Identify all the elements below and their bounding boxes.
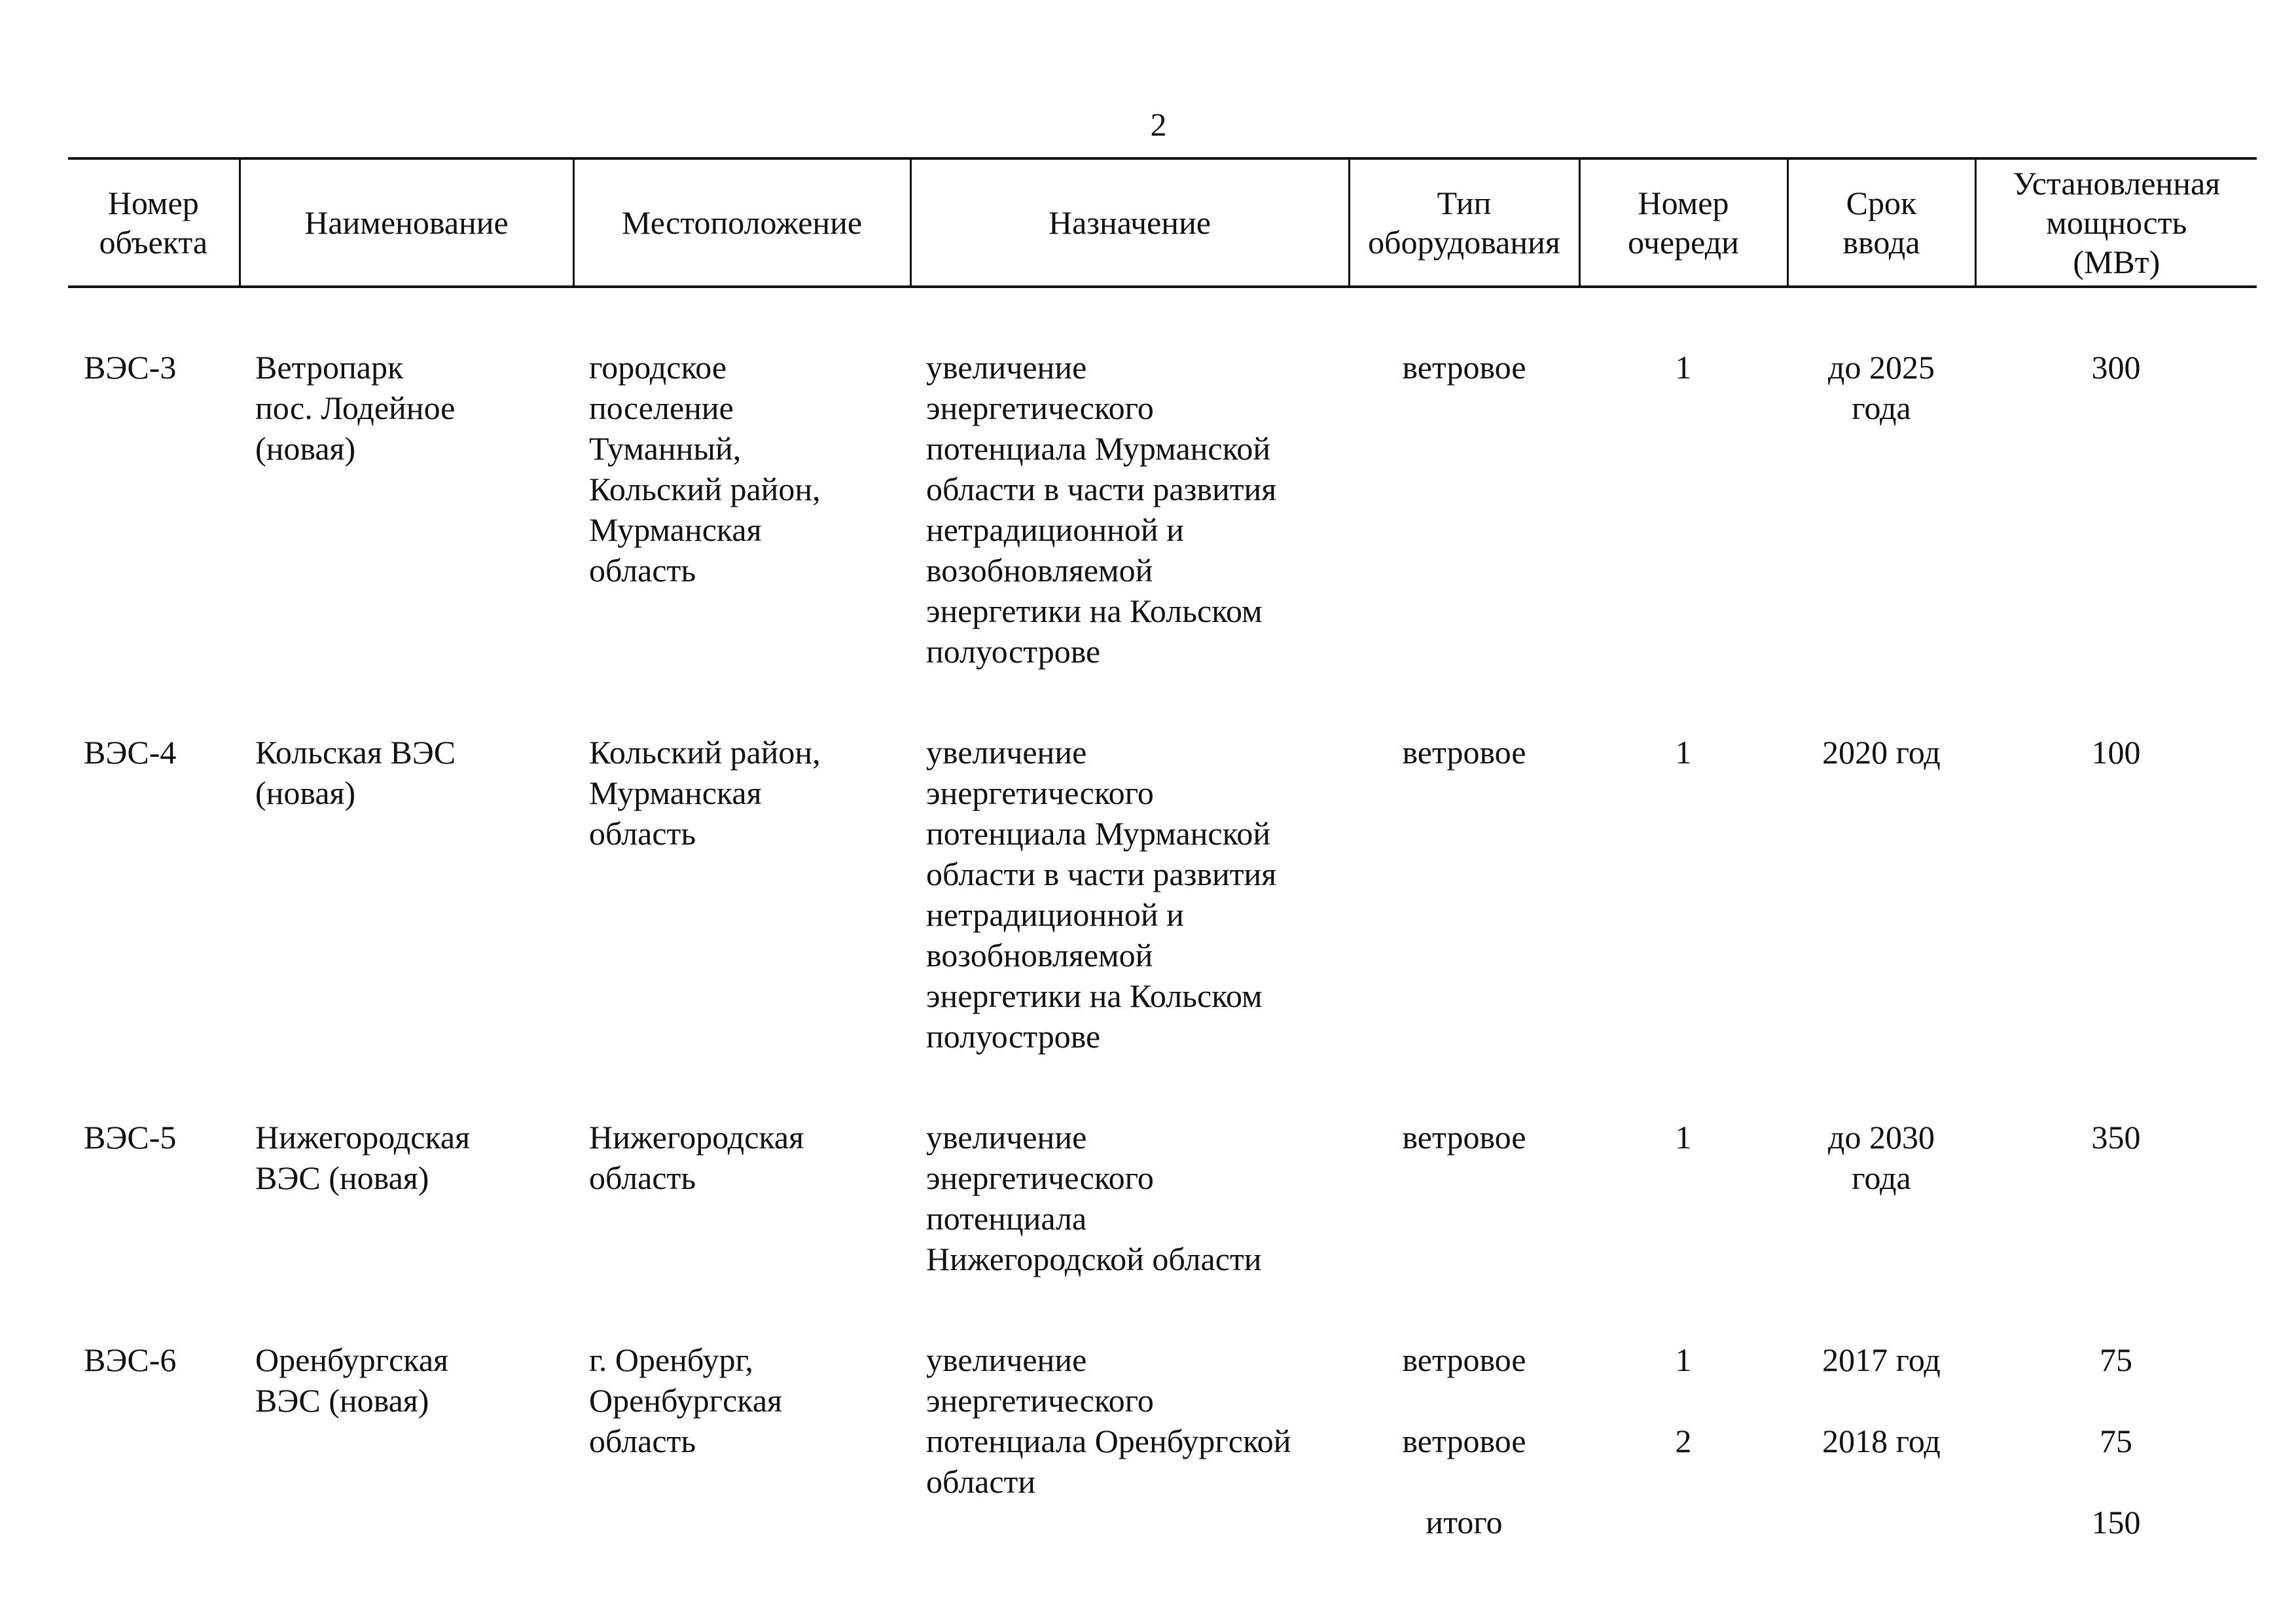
cell-equipment: ветровое [1402, 734, 1526, 771]
cell-term [1787, 1279, 1975, 1542]
total-capacity: 150 [2091, 1504, 2141, 1541]
term-stage-1: 2017 год [1822, 1341, 1941, 1378]
header-term: Срок ввода [1787, 158, 1975, 287]
cell-purpose: увеличение энергетического потенциала Мурманской области в части развития нетрадиционной и возобновляемой энергетики на Кольском полуострове [926, 349, 1277, 670]
cell-stage: 1 [1675, 1119, 1692, 1156]
page-number: 2 [1150, 106, 1167, 143]
cell-stage: 1 [1675, 349, 1692, 386]
table-row [68, 1057, 2257, 1279]
equipment-stage-1: ветровое [1402, 1341, 1526, 1378]
cell-purpose: увеличение энергетического потенциала Оренбургской области [926, 1341, 1291, 1500]
cell-term: до 2025 года [1828, 349, 1935, 426]
table-row [68, 1279, 2257, 1542]
cell-number: ВЭС-5 [84, 1119, 177, 1156]
cell-capacity: 300 [2091, 349, 2141, 386]
cell-number: ВЭС-3 [84, 349, 177, 386]
cell-name: Ветропарк пос. Лодейное (новая) [255, 349, 456, 467]
cell-capacity [1975, 1279, 2257, 1542]
cell-name: Нижегородская ВЭС (новая) [255, 1119, 471, 1196]
cell-name: Оренбургская ВЭС (новая) [255, 1341, 449, 1419]
cell-equipment [1349, 1279, 1579, 1542]
total-label: итого [1426, 1504, 1503, 1541]
cell-capacity: 100 [2091, 734, 2141, 771]
cell-location: Нижегородская область [589, 1119, 804, 1196]
header-row [68, 158, 2257, 287]
cell-location: городское поселение Туманный, Кольский район, Мурманская область [589, 349, 821, 589]
cell-equipment: ветровое [1402, 349, 1526, 386]
header-location: Местоположение [573, 158, 910, 287]
term-stage-2: 2018 год [1822, 1423, 1941, 1459]
header-name: Наименование [240, 158, 573, 287]
cell-stage [1579, 1279, 1787, 1542]
equipment-stage-2: ветровое [1402, 1423, 1526, 1459]
table-row [68, 287, 2257, 672]
capacity-stage-1: 75 [2100, 1341, 2132, 1378]
header-purpose: Назначение [910, 158, 1349, 287]
header-equipment: Тип оборудования [1349, 158, 1579, 287]
cell-purpose: увеличение энергетического потенциала Нижегородской области [926, 1119, 1262, 1277]
cell-capacity: 350 [2091, 1119, 2141, 1156]
cell-purpose: увеличение энергетического потенциала Мурманской области в части развития нетрадиционной и возобновляемой энергетики на Кольском полуострове [926, 734, 1277, 1055]
cell-stage: 1 [1675, 734, 1692, 771]
power-plants-table [68, 157, 2257, 1542]
cell-equipment: ветровое [1402, 1119, 1526, 1156]
header-stage: Номер очереди [1579, 158, 1787, 287]
cell-term: 2020 год [1822, 734, 1941, 771]
stage-2: 2 [1675, 1423, 1692, 1459]
cell-number: ВЭС-6 [84, 1341, 177, 1378]
cell-number: ВЭС-4 [84, 734, 177, 771]
stage-1: 1 [1675, 1341, 1692, 1378]
header-capacity: Установленная мощность (МВт) [1975, 158, 2257, 287]
header-number: Номер объекта [68, 158, 240, 287]
cell-name: Кольская ВЭС (новая) [255, 734, 456, 811]
cell-location: г. Оренбург, Оренбургская область [589, 1341, 783, 1459]
capacity-stage-2: 75 [2100, 1423, 2132, 1459]
table-row [68, 672, 2257, 1057]
cell-term: до 2030 года [1828, 1119, 1935, 1196]
cell-location: Кольский район, Мурманская область [589, 734, 821, 852]
